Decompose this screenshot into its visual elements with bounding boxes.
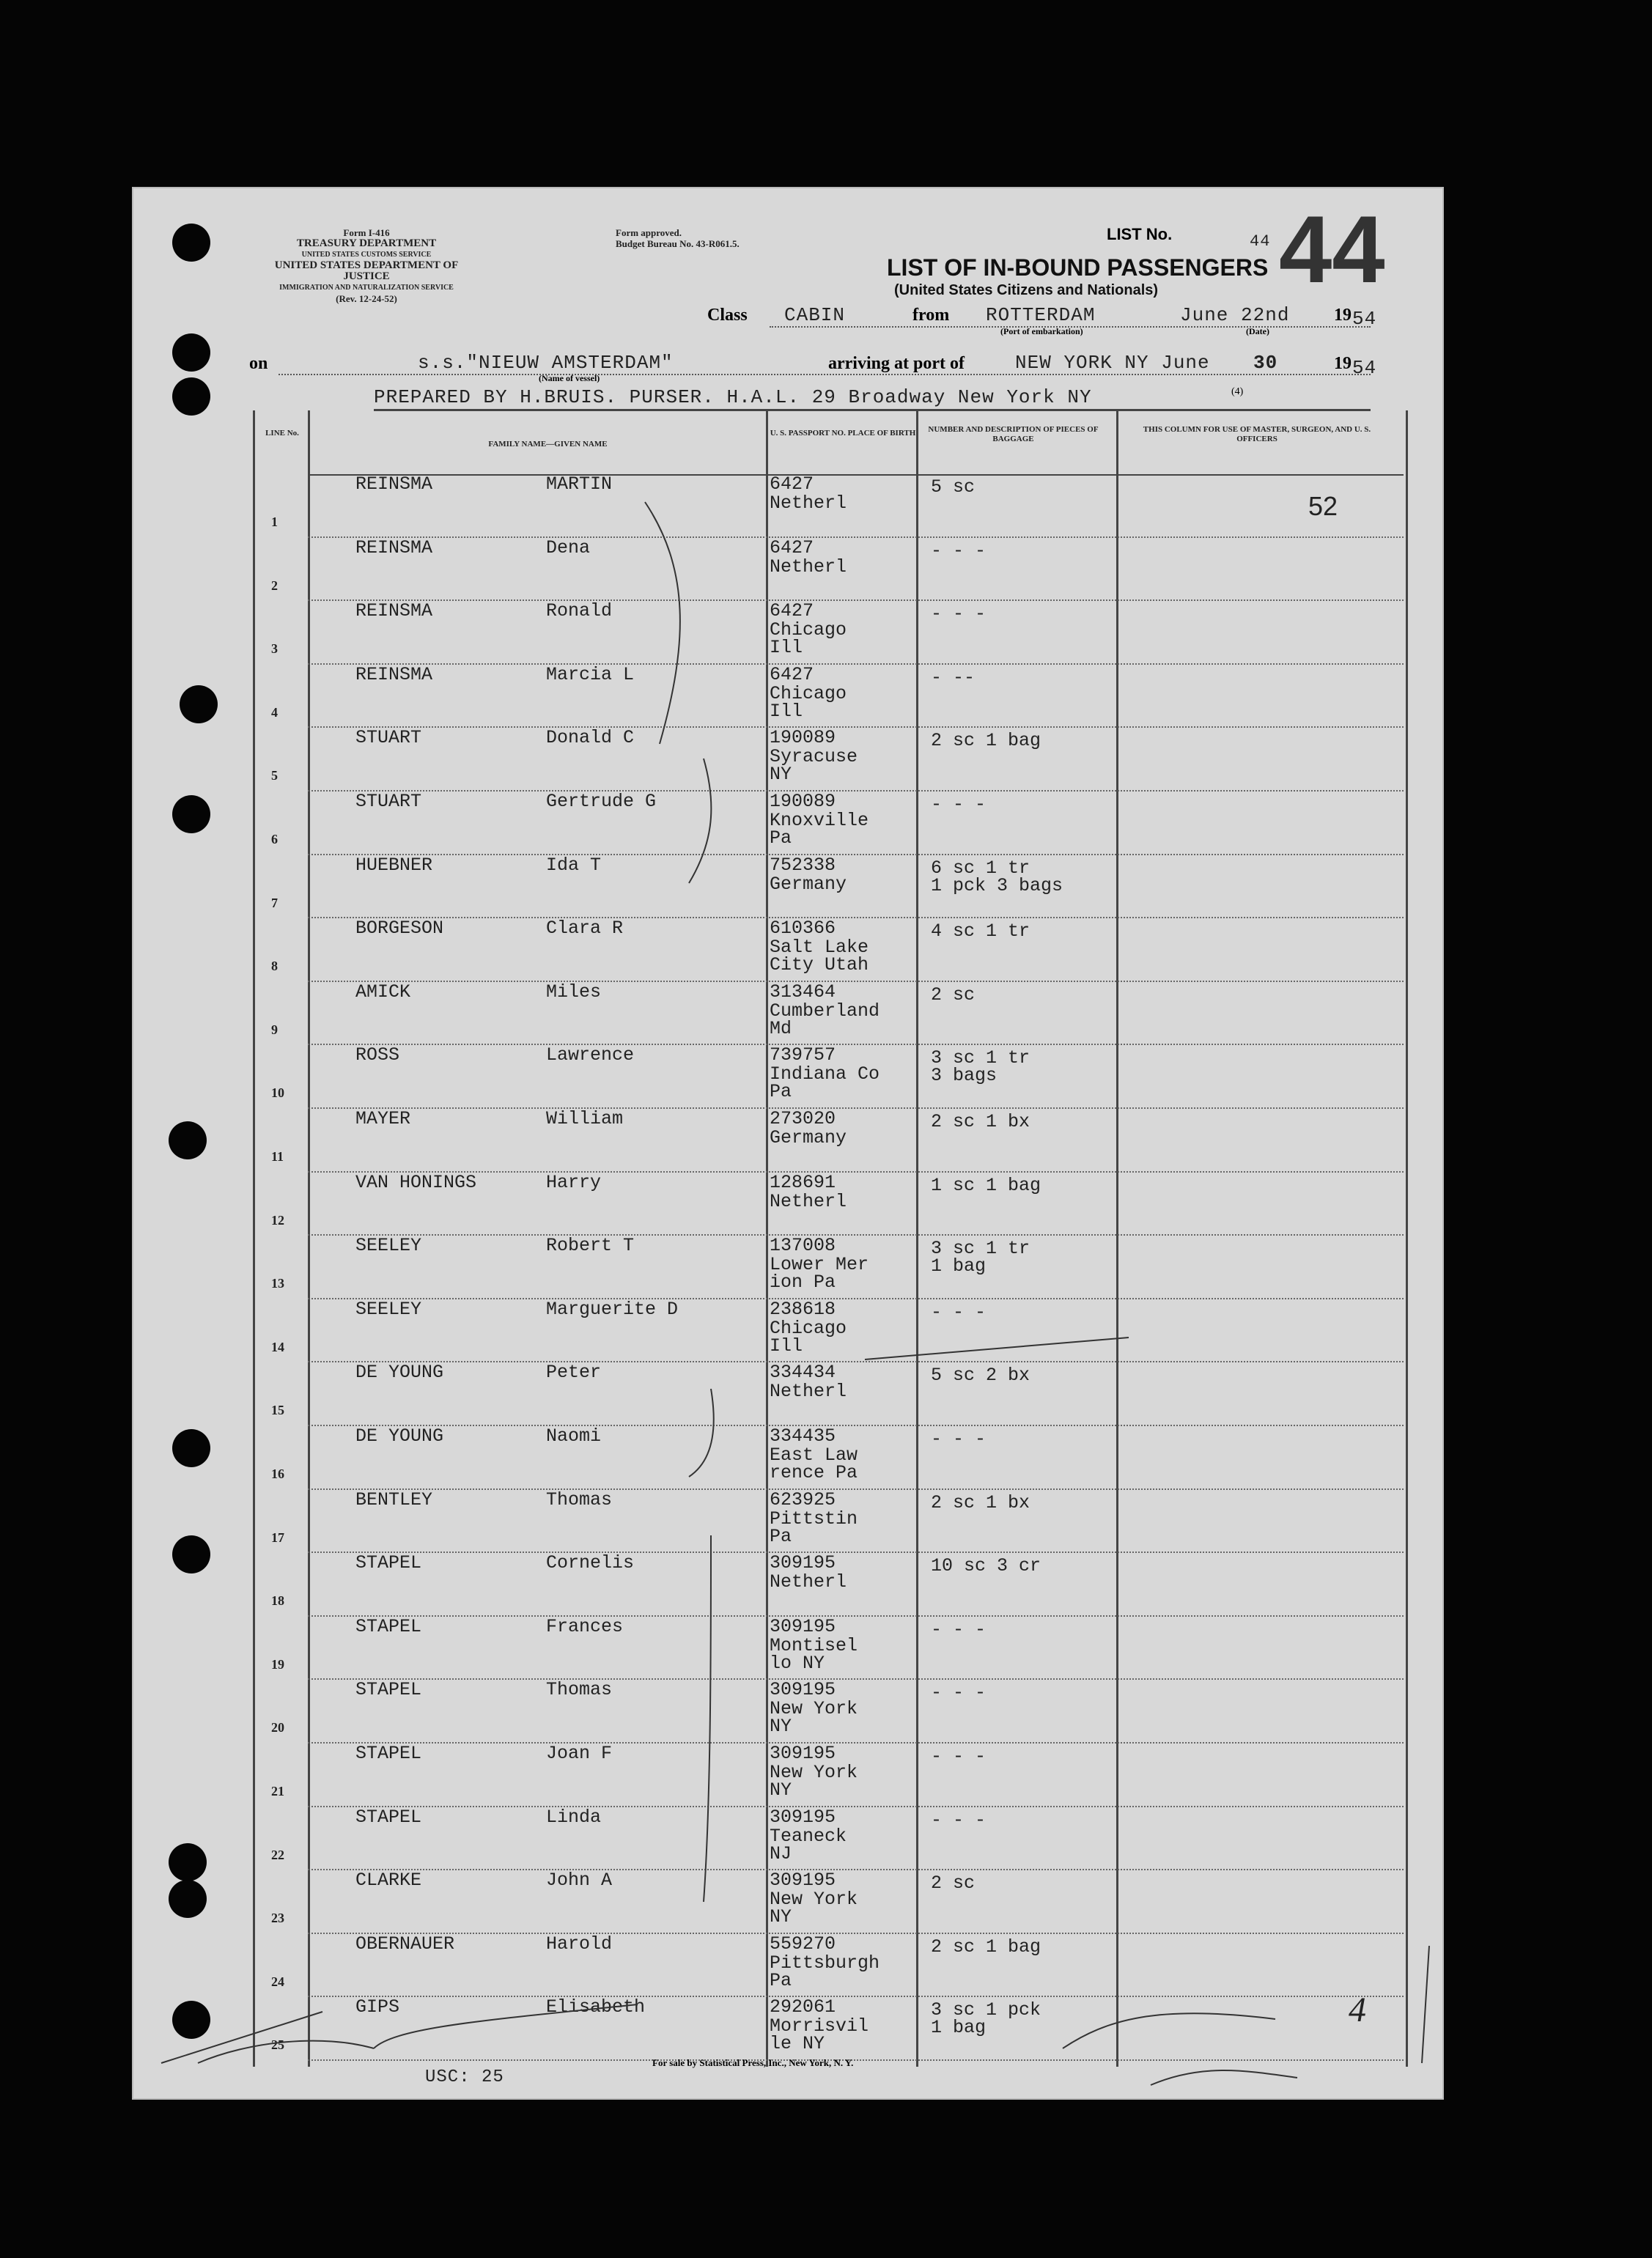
baggage-description: - - - bbox=[931, 794, 987, 815]
header-officers: THIS COLUMN FOR USE OF MASTER, SURGEON, AND U. S. OFFICERS bbox=[1143, 425, 1371, 443]
revision-line: (Rev. 12-24-52) bbox=[336, 293, 397, 304]
place-of-birth: Germany bbox=[770, 873, 847, 895]
class-label: Class bbox=[707, 306, 748, 325]
line-number: 22 bbox=[271, 1847, 284, 1862]
family-name: STAPEL bbox=[355, 1679, 422, 1701]
date-caption: (Date) bbox=[1246, 326, 1269, 336]
baggage-description: - - - bbox=[931, 1618, 987, 1640]
family-name: DE YOUNG bbox=[355, 1362, 444, 1384]
passport-number: 309195 bbox=[770, 1615, 836, 1637]
family-name: REINSMA bbox=[355, 473, 433, 495]
given-name: Thomas bbox=[546, 1488, 613, 1510]
line-number: 2 bbox=[271, 578, 278, 593]
list-number-typed: 44 bbox=[1250, 232, 1271, 251]
line-number: 13 bbox=[271, 1276, 284, 1291]
baggage-description: - - - bbox=[931, 1301, 987, 1323]
place-of-birth: Syracuse NY bbox=[770, 746, 858, 786]
family-name: REINSMA bbox=[355, 600, 433, 622]
given-name: Harry bbox=[546, 1171, 602, 1193]
year-value-2: 54 bbox=[1352, 357, 1377, 379]
line-number: 11 bbox=[271, 1149, 284, 1164]
place-of-birth: New York NY bbox=[770, 1762, 858, 1801]
family-name: GIPS bbox=[355, 1996, 400, 2018]
baggage-description: - -- bbox=[931, 666, 976, 688]
list-number-label: LIST No. bbox=[1107, 225, 1173, 243]
line-number: 20 bbox=[271, 1720, 284, 1735]
passport-number: 313464 bbox=[770, 981, 836, 1003]
passport-number: 309195 bbox=[770, 1743, 836, 1764]
given-name: Clara R bbox=[546, 918, 624, 940]
baggage-description: 2 sc 1 bag bbox=[931, 1936, 1041, 1958]
prepared-by-line: PREPARED BY H.BRUIS. PURSER. H.A.L. 29 Broadway New York NY bbox=[374, 386, 1092, 408]
line-number: 24 bbox=[271, 1974, 284, 1989]
family-name: BENTLEY bbox=[355, 1488, 433, 1510]
officer-count: 52 bbox=[1308, 491, 1338, 521]
line-number: 16 bbox=[271, 1466, 284, 1481]
place-of-birth: Knoxville Pa bbox=[770, 810, 869, 849]
given-name: Gertrude G bbox=[546, 791, 657, 812]
baggage-description: 3 sc 1 pck 1 bag bbox=[931, 1999, 1041, 2039]
place-of-birth: Netherl bbox=[770, 1190, 847, 1212]
list-number-stamp: 44 bbox=[1279, 196, 1385, 303]
line-number: 14 bbox=[271, 1339, 284, 1354]
line-number: 21 bbox=[271, 1784, 284, 1798]
port-value: ROTTERDAM bbox=[986, 304, 1096, 326]
baggage-description: 6 sc 1 tr 1 pck 3 bags bbox=[931, 857, 1063, 896]
passport-number: 309195 bbox=[770, 1679, 836, 1701]
line-number: 12 bbox=[271, 1212, 284, 1228]
arrival-day: 30 bbox=[1253, 352, 1278, 374]
baggage-description: 3 sc 1 tr 1 bag bbox=[931, 1238, 1030, 1277]
place-of-birth: Netherl bbox=[770, 1571, 847, 1593]
arrival-value: NEW YORK NY June bbox=[1015, 352, 1210, 374]
department-line: TREASURY DEPARTMENT bbox=[296, 237, 437, 249]
given-name: Ronald bbox=[546, 600, 613, 622]
place-of-birth: Montisel lo NY bbox=[770, 1634, 858, 1674]
line-number: 6 bbox=[271, 832, 278, 846]
given-name: Miles bbox=[546, 981, 602, 1003]
family-name: STAPEL bbox=[355, 1806, 422, 1828]
family-name: AMICK bbox=[355, 981, 411, 1003]
baggage-description: 2 sc bbox=[931, 1873, 976, 1894]
line-number: 25 bbox=[271, 2037, 284, 2053]
given-name: Donald C bbox=[546, 727, 635, 749]
place-of-birth: Chicago Ill bbox=[770, 1317, 847, 1357]
place-of-birth: Netherl bbox=[770, 556, 847, 578]
line-number: 7 bbox=[271, 895, 278, 910]
family-name: STUART bbox=[355, 727, 422, 749]
given-name: Frances bbox=[546, 1615, 624, 1637]
header-baggage: NUMBER AND DESCRIPTION OF PIECES OF BAGGAGE bbox=[928, 425, 1099, 443]
baggage-description: - - - bbox=[931, 1746, 987, 1767]
line-number: 4 bbox=[271, 704, 278, 720]
passport-number: 309195 bbox=[770, 1552, 836, 1574]
given-name: Elisabeth bbox=[546, 1996, 646, 2018]
family-name: VAN HONINGS bbox=[355, 1171, 477, 1193]
given-name: Marcia L bbox=[546, 663, 635, 685]
line-number: 9 bbox=[271, 1022, 278, 1037]
form-number: Form I-416 bbox=[343, 227, 390, 238]
line-number: 3 bbox=[271, 641, 278, 657]
family-name: STAPEL bbox=[355, 1615, 422, 1637]
place-of-birth: Chicago Ill bbox=[770, 619, 847, 659]
passport-number: 334435 bbox=[770, 1425, 836, 1447]
line-number: 15 bbox=[271, 1403, 284, 1418]
class-value: CABIN bbox=[784, 304, 846, 326]
service-line: UNITED STATES CUSTOMS SERVICE bbox=[301, 251, 432, 259]
passport-number: 6427 bbox=[770, 663, 814, 685]
given-name: Linda bbox=[546, 1806, 602, 1828]
handwritten-mark: 4 bbox=[1349, 1990, 1366, 2029]
baggage-description: 4 sc 1 tr bbox=[931, 920, 1030, 942]
header-name: FAMILY NAME—GIVEN NAME bbox=[488, 440, 608, 449]
family-name: OBERNAUER bbox=[355, 1933, 455, 1955]
given-name: John A bbox=[546, 1870, 613, 1892]
baggage-description: - - - bbox=[931, 1428, 987, 1450]
baggage-description: 2 sc bbox=[931, 984, 976, 1006]
place-of-birth: New York NY bbox=[770, 1698, 858, 1738]
year-prefix-2: 19 bbox=[1334, 354, 1352, 373]
given-name: Robert T bbox=[546, 1235, 635, 1257]
place-of-birth: New York NY bbox=[770, 1889, 858, 1928]
baggage-description: - - - bbox=[931, 603, 987, 625]
approval-line: Form approved. bbox=[616, 227, 682, 238]
line-number: 5 bbox=[271, 768, 278, 783]
place-of-birth: Cumberland Md bbox=[770, 1000, 880, 1039]
arriving-label: arriving at port of bbox=[828, 354, 965, 373]
usc-count: USC: 25 bbox=[425, 2067, 504, 2087]
passport-number: 309195 bbox=[770, 1806, 836, 1828]
baggage-description: 2 sc 1 bx bbox=[931, 1491, 1030, 1513]
given-name: Harold bbox=[546, 1933, 613, 1955]
family-name: STAPEL bbox=[355, 1743, 422, 1764]
on-label: on bbox=[249, 354, 268, 373]
passport-number: 6427 bbox=[770, 536, 814, 558]
port-caption: (Port of embarkation) bbox=[1000, 326, 1083, 336]
family-name: BORGESON bbox=[355, 918, 444, 940]
passport-number: 273020 bbox=[770, 1108, 836, 1129]
printer-line: For sale by Statistical Press, Inc., New York, N. Y. bbox=[652, 2057, 854, 2068]
place-of-birth: Pittstin Pa bbox=[770, 1508, 858, 1547]
place-of-birth: Netherl bbox=[770, 1381, 847, 1403]
place-of-birth: Germany bbox=[770, 1127, 847, 1148]
family-name: REINSMA bbox=[355, 536, 433, 558]
line-number: 10 bbox=[271, 1085, 284, 1101]
passport-number: 752338 bbox=[770, 854, 836, 876]
document-title: LIST OF IN-BOUND PASSENGERS bbox=[887, 254, 1269, 281]
family-name: SEELEY bbox=[355, 1235, 422, 1257]
place-of-birth: Pittsburgh Pa bbox=[770, 1952, 880, 1991]
year-value: 54 bbox=[1352, 308, 1377, 330]
family-name: ROSS bbox=[355, 1044, 400, 1066]
family-name: MAYER bbox=[355, 1108, 411, 1129]
place-of-birth: Salt Lake City Utah bbox=[770, 937, 869, 976]
baggage-description: 2 sc 1 bag bbox=[931, 730, 1041, 752]
date-value: June 22nd bbox=[1180, 304, 1290, 326]
baggage-description: - - - bbox=[931, 1809, 987, 1831]
passport-number: 309195 bbox=[770, 1870, 836, 1892]
passport-number: 128691 bbox=[770, 1171, 836, 1193]
family-name: STAPEL bbox=[355, 1552, 422, 1574]
passport-number: 623925 bbox=[770, 1488, 836, 1510]
passport-number: 739757 bbox=[770, 1044, 836, 1066]
given-name: Lawrence bbox=[546, 1044, 635, 1066]
given-name: Marguerite D bbox=[546, 1298, 679, 1320]
given-name: MARTIN bbox=[546, 473, 613, 495]
document-subtitle: (United States Citizens and Nationals) bbox=[894, 282, 1159, 298]
family-name: STUART bbox=[355, 791, 422, 812]
given-name: William bbox=[546, 1108, 624, 1129]
baggage-description: 3 sc 1 tr 3 bags bbox=[931, 1047, 1030, 1087]
line-number: 17 bbox=[271, 1530, 284, 1545]
baggage-description: 10 sc 3 cr bbox=[931, 1555, 1041, 1577]
given-name: Peter bbox=[546, 1362, 602, 1384]
header-passport: U. S. PASSPORT NO. PLACE OF BIRTH bbox=[770, 429, 916, 438]
baggage-description: - - - bbox=[931, 539, 987, 561]
place-of-birth: Teaneck NJ bbox=[770, 1825, 847, 1864]
family-name: SEELEY bbox=[355, 1298, 422, 1320]
passport-number: 559270 bbox=[770, 1933, 836, 1955]
baggage-description: 1 sc 1 bag bbox=[931, 1174, 1041, 1196]
budget-line: Budget Bureau No. 43-R061.5. bbox=[616, 238, 740, 249]
family-name: HUEBNER bbox=[355, 854, 433, 876]
passport-number: 137008 bbox=[770, 1235, 836, 1257]
passport-number: 238618 bbox=[770, 1298, 836, 1320]
line-number: 1 bbox=[271, 514, 278, 529]
baggage-description: 5 sc 2 bx bbox=[931, 1365, 1030, 1387]
place-of-birth: Indiana Co Pa bbox=[770, 1063, 880, 1103]
given-name: Ida T bbox=[546, 854, 602, 876]
prepared-mark: (4) bbox=[1231, 386, 1244, 397]
place-of-birth: Lower Mer ion Pa bbox=[770, 1254, 869, 1294]
passport-number: 334434 bbox=[770, 1362, 836, 1384]
place-of-birth: Chicago Ill bbox=[770, 682, 847, 722]
line-number: 23 bbox=[271, 1911, 284, 1926]
family-name: CLARKE bbox=[355, 1870, 422, 1892]
passport-number: 292061 bbox=[770, 1996, 836, 2018]
place-of-birth: Morrisvil le NY bbox=[770, 2015, 869, 2055]
line-number: 18 bbox=[271, 1593, 284, 1609]
place-of-birth: East Law rence Pa bbox=[770, 1445, 858, 1483]
document-page bbox=[132, 187, 1444, 2100]
given-name: Joan F bbox=[546, 1743, 613, 1764]
given-name: Thomas bbox=[546, 1679, 613, 1701]
baggage-description: - - - bbox=[931, 1682, 987, 1704]
family-name: DE YOUNG bbox=[355, 1425, 444, 1447]
header-line-no: LINE No. bbox=[265, 429, 299, 438]
from-label: from bbox=[912, 306, 950, 325]
given-name: Dena bbox=[546, 536, 591, 558]
passport-number: 6427 bbox=[770, 600, 814, 622]
handwriting-strokes bbox=[132, 187, 1444, 2100]
ins-line: IMMIGRATION AND NATURALIZATION SERVICE bbox=[279, 284, 454, 292]
vessel-caption: (Name of vessel) bbox=[539, 373, 600, 383]
given-name: Naomi bbox=[546, 1425, 602, 1447]
line-number: 19 bbox=[271, 1656, 284, 1672]
year-prefix: 19 bbox=[1334, 306, 1352, 325]
family-name: REINSMA bbox=[355, 663, 433, 685]
passport-number: 190089 bbox=[770, 791, 836, 812]
line-number: 8 bbox=[271, 959, 278, 974]
place-of-birth: Netherl bbox=[770, 492, 847, 514]
passport-number: 610366 bbox=[770, 918, 836, 940]
passport-number: 190089 bbox=[770, 727, 836, 749]
passport-number: 6427 bbox=[770, 473, 814, 495]
baggage-description: 5 sc bbox=[931, 476, 976, 498]
baggage-description: 2 sc 1 bx bbox=[931, 1111, 1030, 1132]
vessel-value: s.s."NIEUW AMSTERDAM" bbox=[418, 352, 674, 374]
given-name: Cornelis bbox=[546, 1552, 635, 1574]
justice-line: UNITED STATES DEPARTMENT OF JUSTICE bbox=[274, 259, 459, 282]
